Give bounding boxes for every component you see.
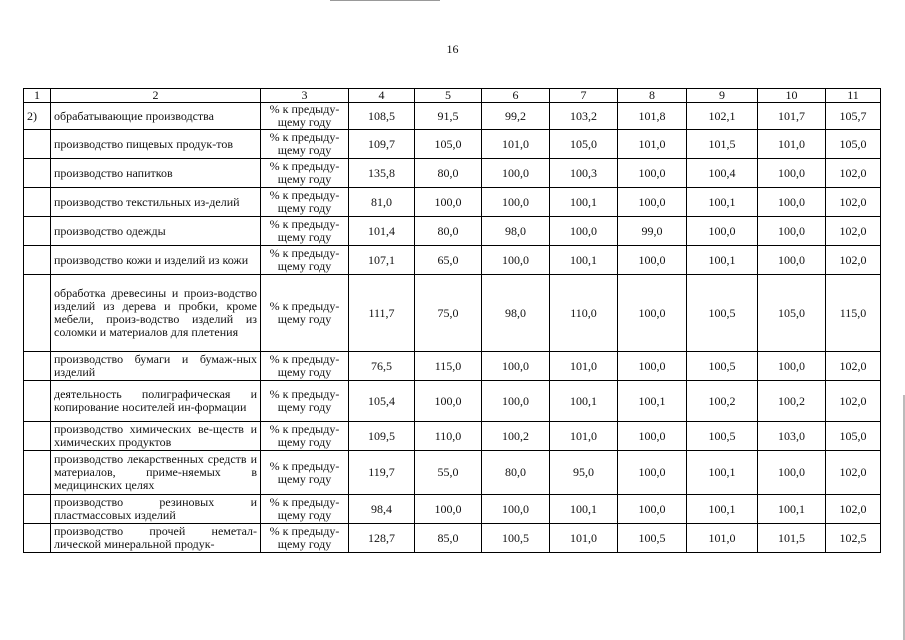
- value-cell-col-7: 100,0: [550, 217, 618, 246]
- value-cell-col-9: 100,1: [687, 188, 758, 217]
- value-cell-col-10: 103,0: [758, 422, 826, 451]
- value-cell-col-11: 105,7: [826, 103, 881, 130]
- unit-cell: % к предыду-щему году: [261, 381, 349, 422]
- value-cell-col-11: 102,0: [826, 381, 881, 422]
- value-cell-col-5: 105,0: [415, 130, 482, 159]
- value-cell-col-6: 100,0: [482, 381, 550, 422]
- value-cell-col-5: 91,5: [415, 103, 482, 130]
- value-cell-col-4: 107,1: [349, 246, 415, 275]
- value-cell-col-11: 102,0: [826, 495, 881, 524]
- value-cell-col-9: 100,5: [687, 422, 758, 451]
- value-cell-col-9: 100,2: [687, 381, 758, 422]
- value-cell-col-4: 119,7: [349, 451, 415, 495]
- table-row: [24, 130, 881, 159]
- value-cell-col-10: 100,1: [758, 495, 826, 524]
- unit-cell: % к предыду-щему году: [261, 275, 349, 352]
- value-cell-col-5: 65,0: [415, 246, 482, 275]
- value-cell-col-9: 100,1: [687, 451, 758, 495]
- value-cell-col-10: 101,7: [758, 103, 826, 130]
- value-cell-col-7: 95,0: [550, 451, 618, 495]
- value-cell-col-10: 105,0: [758, 275, 826, 352]
- value-cell-col-4: 128,7: [349, 524, 415, 553]
- value-cell-col-11: 105,0: [826, 422, 881, 451]
- value-cell-col-10: 101,5: [758, 524, 826, 553]
- header-cell-10: 10: [758, 89, 826, 103]
- row-number-cell: [24, 451, 51, 495]
- header-cell-5: 5: [415, 89, 482, 103]
- value-cell-col-7: 101,0: [550, 352, 618, 381]
- row-number-cell: 2): [24, 103, 51, 130]
- value-cell-col-6: 99,2: [482, 103, 550, 130]
- industry-name-cell: производство кожи и изделий из кожи: [51, 246, 261, 275]
- industry-name-cell: обрабатывающие производства: [51, 103, 261, 130]
- row-number-cell: [24, 217, 51, 246]
- unit-cell: % к предыду-щему году: [261, 130, 349, 159]
- value-cell-col-9: 101,0: [687, 524, 758, 553]
- header-cell-4: 4: [349, 89, 415, 103]
- value-cell-col-9: 100,0: [687, 217, 758, 246]
- value-cell-col-6: 100,5: [482, 524, 550, 553]
- value-cell-col-4: 81,0: [349, 188, 415, 217]
- value-cell-col-5: 100,0: [415, 495, 482, 524]
- table-row: [24, 246, 881, 275]
- value-cell-col-8: 101,8: [618, 103, 687, 130]
- row-number-cell: [24, 188, 51, 217]
- row-number-cell: [24, 130, 51, 159]
- value-cell-col-9: 100,4: [687, 159, 758, 188]
- value-cell-col-7: 100,1: [550, 246, 618, 275]
- value-cell-col-9: 100,5: [687, 275, 758, 352]
- row-number-cell: [24, 524, 51, 553]
- value-cell-col-6: 100,0: [482, 188, 550, 217]
- industry-name-cell: производство бумаги и бумаж-ных изделий: [51, 352, 261, 381]
- value-cell-col-5: 100,0: [415, 188, 482, 217]
- value-cell-col-5: 115,0: [415, 352, 482, 381]
- value-cell-col-6: 98,0: [482, 217, 550, 246]
- table-row: [24, 495, 881, 524]
- value-cell-col-5: 55,0: [415, 451, 482, 495]
- value-cell-col-11: 102,0: [826, 159, 881, 188]
- unit-cell: % к предыду-щему году: [261, 524, 349, 553]
- value-cell-col-7: 100,1: [550, 381, 618, 422]
- row-number-cell: [24, 422, 51, 451]
- unit-cell: % к предыду-щему году: [261, 495, 349, 524]
- table-row: [24, 275, 881, 352]
- table-row: [24, 217, 881, 246]
- unit-cell: % к предыду-щему году: [261, 352, 349, 381]
- value-cell-col-6: 101,0: [482, 130, 550, 159]
- forecast-table: [23, 88, 881, 553]
- industry-name-cell: производство химических ве-ществ и химических продуктов: [51, 422, 261, 451]
- header-cell-1: 1: [24, 89, 51, 103]
- value-cell-col-8: 100,0: [618, 246, 687, 275]
- value-cell-col-6: 100,0: [482, 495, 550, 524]
- value-cell-col-5: 100,0: [415, 381, 482, 422]
- value-cell-col-11: 115,0: [826, 275, 881, 352]
- unit-cell: % к предыду-щему году: [261, 103, 349, 130]
- row-number-cell: [24, 246, 51, 275]
- header-cell-2: 2: [51, 89, 261, 103]
- value-cell-col-7: 103,2: [550, 103, 618, 130]
- unit-cell: % к предыду-щему году: [261, 451, 349, 495]
- value-cell-col-8: 100,0: [618, 159, 687, 188]
- table-row: [24, 381, 881, 422]
- value-cell-col-6: 100,0: [482, 352, 550, 381]
- table-row: [24, 352, 881, 381]
- value-cell-col-5: 110,0: [415, 422, 482, 451]
- header-row: [24, 89, 881, 103]
- value-cell-col-6: 100,0: [482, 159, 550, 188]
- value-cell-col-4: 101,4: [349, 217, 415, 246]
- value-cell-col-6: 80,0: [482, 451, 550, 495]
- value-cell-col-11: 102,0: [826, 352, 881, 381]
- value-cell-col-5: 80,0: [415, 159, 482, 188]
- value-cell-col-7: 110,0: [550, 275, 618, 352]
- value-cell-col-6: 100,2: [482, 422, 550, 451]
- value-cell-col-9: 100,1: [687, 246, 758, 275]
- value-cell-col-8: 100,0: [618, 275, 687, 352]
- value-cell-col-4: 76,5: [349, 352, 415, 381]
- header-cell-6: 6: [482, 89, 550, 103]
- value-cell-col-4: 135,8: [349, 159, 415, 188]
- value-cell-col-8: 99,0: [618, 217, 687, 246]
- unit-cell: % к предыду-щему году: [261, 422, 349, 451]
- value-cell-col-10: 100,2: [758, 381, 826, 422]
- value-cell-col-6: 98,0: [482, 275, 550, 352]
- row-number-cell: [24, 352, 51, 381]
- unit-cell: % к предыду-щему году: [261, 159, 349, 188]
- row-number-cell: [24, 381, 51, 422]
- value-cell-col-4: 109,5: [349, 422, 415, 451]
- table-row: [24, 422, 881, 451]
- value-cell-col-7: 101,0: [550, 422, 618, 451]
- unit-cell: % к предыду-щему году: [261, 217, 349, 246]
- industry-name-cell: обработка древесины и произ-водство изделий из дерева и пробки, кроме мебели, произ-водство изделий из соломки и материалов для плетения: [51, 275, 261, 352]
- value-cell-col-10: 101,0: [758, 130, 826, 159]
- value-cell-col-10: 100,0: [758, 246, 826, 275]
- industry-name-cell: деятельность полиграфическая и копирование носителей ин-формации: [51, 381, 261, 422]
- value-cell-col-6: 100,0: [482, 246, 550, 275]
- industry-name-cell: производство резиновых и пластмассовых изделий: [51, 495, 261, 524]
- table-row: [24, 524, 881, 553]
- value-cell-col-8: 101,0: [618, 130, 687, 159]
- table-row: [24, 451, 881, 495]
- value-cell-col-9: 100,1: [687, 495, 758, 524]
- value-cell-col-8: 100,0: [618, 352, 687, 381]
- value-cell-col-4: 98,4: [349, 495, 415, 524]
- value-cell-col-11: 105,0: [826, 130, 881, 159]
- value-cell-col-11: 102,0: [826, 451, 881, 495]
- value-cell-col-8: 100,1: [618, 381, 687, 422]
- value-cell-col-8: 100,0: [618, 188, 687, 217]
- header-cell-8: 8: [618, 89, 687, 103]
- header-cell-7: 7: [550, 89, 618, 103]
- table-row: [24, 188, 881, 217]
- value-cell-col-10: 100,0: [758, 159, 826, 188]
- value-cell-col-9: 100,5: [687, 352, 758, 381]
- value-cell-col-8: 100,0: [618, 422, 687, 451]
- value-cell-col-8: 100,0: [618, 495, 687, 524]
- value-cell-col-11: 102,0: [826, 246, 881, 275]
- value-cell-col-7: 101,0: [550, 524, 618, 553]
- value-cell-col-8: 100,5: [618, 524, 687, 553]
- value-cell-col-10: 100,0: [758, 352, 826, 381]
- value-cell-col-11: 102,0: [826, 188, 881, 217]
- unit-cell: % к предыду-щему году: [261, 246, 349, 275]
- value-cell-col-8: 100,0: [618, 451, 687, 495]
- industry-name-cell: производство напитков: [51, 159, 261, 188]
- value-cell-col-5: 85,0: [415, 524, 482, 553]
- table-row: [24, 159, 881, 188]
- value-cell-col-7: 100,1: [550, 495, 618, 524]
- value-cell-col-4: 111,7: [349, 275, 415, 352]
- value-cell-col-7: 100,1: [550, 188, 618, 217]
- row-number-cell: [24, 495, 51, 524]
- page-number: 16: [446, 42, 459, 56]
- value-cell-col-4: 108,5: [349, 103, 415, 130]
- row-number-cell: [24, 159, 51, 188]
- industry-name-cell: производство текстильных из-делий: [51, 188, 261, 217]
- value-cell-col-11: 102,5: [826, 524, 881, 553]
- value-cell-col-4: 105,4: [349, 381, 415, 422]
- row-number-cell: [24, 275, 51, 352]
- value-cell-col-5: 80,0: [415, 217, 482, 246]
- header-cell-3: 3: [261, 89, 349, 103]
- value-cell-col-9: 102,1: [687, 103, 758, 130]
- industry-name-cell: производство прочей неметал-лической минеральной продук-: [51, 524, 261, 553]
- industry-name-cell: производство пищевых продук-тов: [51, 130, 261, 159]
- value-cell-col-10: 100,0: [758, 188, 826, 217]
- value-cell-col-10: 100,0: [758, 451, 826, 495]
- value-cell-col-5: 75,0: [415, 275, 482, 352]
- value-cell-col-11: 102,0: [826, 217, 881, 246]
- value-cell-col-7: 105,0: [550, 130, 618, 159]
- value-cell-col-9: 101,5: [687, 130, 758, 159]
- header-cell-9: 9: [687, 89, 758, 103]
- unit-cell: % к предыду-щему году: [261, 188, 349, 217]
- value-cell-col-10: 100,0: [758, 217, 826, 246]
- industry-name-cell: производство одежды: [51, 217, 261, 246]
- industry-name-cell: производство лекарственных средств и материалов, приме-няемых в медицинских целях: [51, 451, 261, 495]
- value-cell-col-4: 109,7: [349, 130, 415, 159]
- value-cell-col-7: 100,3: [550, 159, 618, 188]
- table-row: [24, 103, 881, 130]
- top-scan-line: [330, 0, 440, 1]
- header-cell-11: 11: [826, 89, 881, 103]
